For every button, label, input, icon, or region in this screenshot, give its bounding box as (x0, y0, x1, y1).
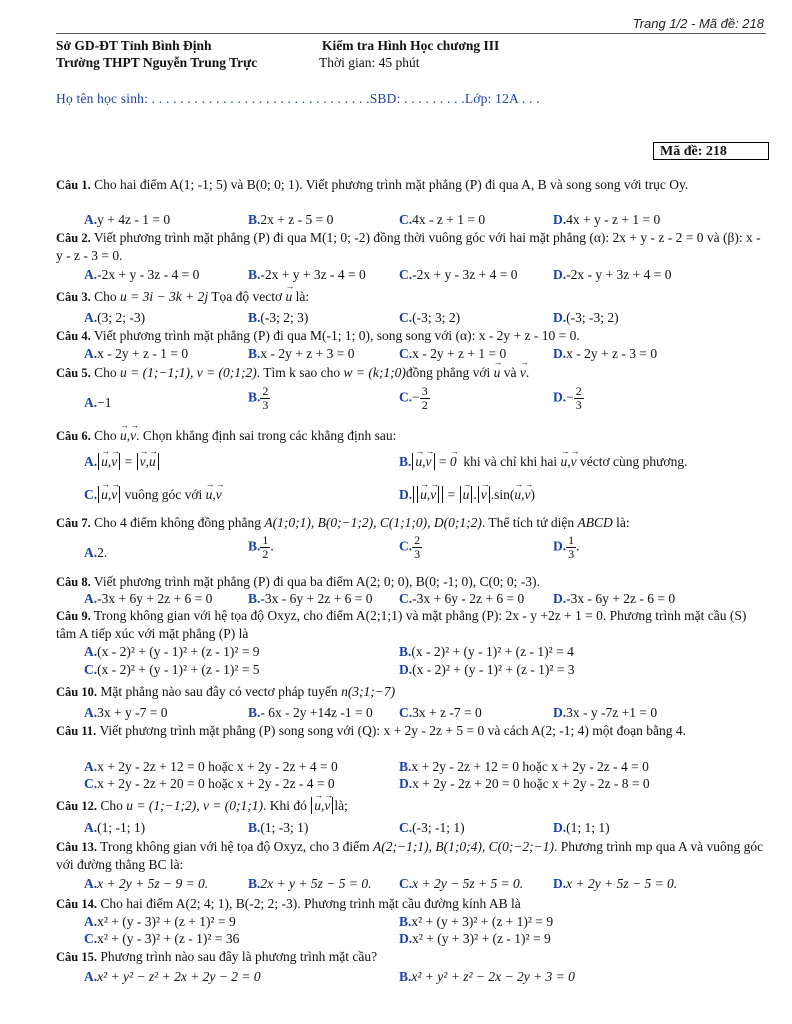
option-b[interactable] (248, 309, 308, 326)
option-letter: D. (399, 487, 413, 502)
option-letter: D. (553, 591, 567, 606)
option-c[interactable] (399, 590, 524, 607)
option-letter: A. (84, 591, 98, 606)
question-text: . Thể tích tứ diện (481, 515, 575, 530)
option-text: -2x - y + 3z + 4 = 0 (566, 267, 672, 282)
option-d[interactable] (553, 875, 677, 892)
question-label: Câu 12. (56, 799, 97, 813)
question-label: Câu 1. (56, 178, 91, 192)
option-b[interactable] (248, 590, 372, 607)
question-text: Cho (94, 428, 117, 443)
option-b[interactable] (248, 211, 333, 228)
option-a[interactable] (84, 544, 107, 561)
option-letter: C. (399, 389, 413, 405)
option-text: 3x - y -7z +1 = 0 (566, 705, 658, 720)
option-text: x + 2y - 2z + 12 = 0 hoặc x + 2y - 2z - 4 = 0 (411, 759, 649, 774)
option-letter: B. (248, 389, 261, 405)
option-c[interactable] (84, 661, 260, 678)
option-d[interactable] (553, 266, 671, 283)
option-d[interactable] (553, 819, 610, 836)
question-4 (56, 327, 768, 345)
question-text: Cho (100, 798, 123, 813)
option-letter: D. (399, 931, 413, 946)
option-letter: A. (84, 212, 98, 227)
question-text: Cho 4 điểm không đồng phẳng (94, 515, 261, 530)
option-b[interactable]: B.→ u,→ v = → 0 khi và chỉ khi hai → u,→ v véctơ cùng phương. (399, 453, 687, 470)
option-c[interactable] (399, 211, 485, 228)
option-text: (1; 1; 1) (566, 820, 610, 835)
option-b[interactable] (248, 704, 373, 721)
question-14 (56, 895, 768, 913)
option-c[interactable] (399, 819, 465, 836)
option-b[interactable] (399, 913, 553, 930)
question-text: Tọa độ vectơ (211, 289, 283, 304)
option-text: x² + y² − z² + 2x + 2y − 2 = 0 (97, 969, 261, 984)
question-text: Trong không gian với hệ tọa độ Oxyz, cho 3 điểm (100, 839, 370, 854)
question-text: Phương trình nào sau đây là phương trình mặt cầu? (100, 949, 378, 964)
option-letter: A. (84, 876, 98, 891)
option-letter: C. (399, 212, 413, 227)
option-d[interactable]: D. $\frac{1}{3}$ . (553, 533, 580, 561)
option-d[interactable] (399, 661, 575, 678)
option-c[interactable]: C.− $\frac{3}{2}$ (399, 384, 428, 412)
option-text: (3; 2; -3) (97, 310, 146, 325)
option-text: x + 2y + 5z − 5 = 0. (566, 876, 678, 891)
option-letter: A. (84, 820, 98, 835)
option-text: (x - 2)² + (y - 1)² + (z - 1)² = 4 (411, 644, 574, 659)
option-letter: B. (399, 759, 412, 774)
vector-formula: w = (k;1;0) (343, 365, 406, 380)
option-text: x² + (y + 3)² + (z - 1)² = 9 (412, 931, 551, 946)
option-b[interactable] (248, 875, 371, 892)
option-letter: B. (248, 876, 261, 891)
exam-code-box: Mã đề: 218 (653, 142, 769, 160)
option-letter: A. (84, 545, 98, 560)
option-a[interactable] (84, 266, 199, 283)
option-letter: D. (553, 310, 567, 325)
option-letter: B. (399, 644, 412, 659)
option-b[interactable]: B. $\frac{1}{2}$ . (248, 533, 274, 561)
option-letter: D. (553, 389, 567, 405)
option-text: 4x + y - z + 1 = 0 (566, 212, 661, 227)
option-text: -2x + y - 3z - 4 = 0 (97, 267, 200, 282)
option-b[interactable] (248, 385, 270, 412)
option-b[interactable] (248, 345, 354, 362)
question-text: và (503, 365, 517, 380)
question-label: Câu 14. (56, 897, 97, 911)
question-5: Câu 5. Cho u = (1;−1;1), v = (0;1;2). Tìm k sao cho w = (k;1;0)đồng phẳng với → u và → v. (56, 364, 768, 382)
question-11 (56, 722, 768, 740)
department: Sở GD-ĐT Tỉnh Bình Định (56, 38, 212, 53)
question-label: Câu 10. (56, 685, 97, 699)
option-text: -3x + 6y + 2z + 6 = 0 (97, 591, 213, 606)
option-text: x + 2y - 2z + 20 = 0 hoặc x + 2y - 2z - 4 = 0 (97, 776, 335, 791)
option-text: x + 2y − 5z + 5 = 0. (412, 876, 524, 891)
question-label: Câu 6. (56, 429, 91, 443)
option-c[interactable] (399, 875, 523, 892)
question-text: là; (334, 798, 348, 813)
question-text: Viết phương trình mặt phẳng (P) đi qua M(1; 0; -2) đồng thời vuông góc với hai mặt phẳng (α): 2x + y - z - 2 = 0 và (β): x - y - z - 3 = 0. (56, 230, 761, 263)
option-fraction: $\frac{2}{3}$ (575, 384, 582, 412)
option-letter: B. (248, 310, 261, 325)
option-c[interactable] (399, 534, 422, 561)
question-text: là: (616, 515, 630, 530)
option-a[interactable] (84, 819, 145, 836)
option-letter: C. (84, 487, 98, 502)
question-2 (56, 229, 768, 264)
option-letter: C. (399, 538, 413, 554)
option-a[interactable] (84, 704, 167, 721)
vector-u: → u (494, 364, 501, 381)
option-text: x - 2y + z + 1 = 0 (412, 346, 507, 361)
option-letter: B. (399, 969, 412, 984)
option-text: 2x + y + 5z − 5 = 0. (260, 876, 372, 891)
option-text: 3x + z -7 = 0 (412, 705, 482, 720)
exam-title: Kiểm tra Hình Học chương III (322, 38, 500, 53)
option-text: −1 (97, 395, 112, 410)
option-letter: C. (399, 267, 413, 282)
vector-formula: u = 3i − 3k + 2j (120, 289, 209, 304)
question-13 (56, 838, 768, 873)
option-text: - 6x - 2y +14z -1 = 0 (260, 705, 373, 720)
option-c[interactable] (84, 930, 239, 947)
option-letter: D. (399, 776, 413, 791)
option-d[interactable] (399, 930, 551, 947)
option-letter: B. (399, 454, 412, 469)
question-3 (56, 288, 768, 306)
option-text: (-3; -3; 2) (566, 310, 619, 325)
option-d[interactable] (553, 704, 657, 721)
question-7 (56, 514, 768, 532)
option-letter: C. (399, 346, 413, 361)
option-text: (x - 2)² + (y - 1)² + (z - 1)² = 3 (412, 662, 575, 677)
question-8 (56, 573, 768, 591)
option-letter: C. (84, 931, 98, 946)
question-1 (56, 176, 768, 194)
vector-v: → v (520, 364, 526, 381)
option-letter: C. (399, 876, 413, 891)
option-text: (1; -3; 1) (260, 820, 309, 835)
option-letter: D. (553, 820, 567, 835)
option-letter: A. (84, 454, 98, 469)
option-text: (x - 2)² + (y - 1)² + (z - 1)² = 9 (97, 644, 260, 659)
question-text: là: (295, 289, 310, 304)
option-letter: D. (553, 346, 567, 361)
option-fraction: $\frac{1}{2}$ (262, 533, 269, 561)
option-d[interactable]: D.− $\frac{2}{3}$ (553, 384, 582, 412)
option-letter: B. (248, 705, 261, 720)
option-letter: D. (553, 538, 567, 554)
question-text: Cho hai điểm A(2; 4; 1), B(-2; 2; -3). Phương trình mặt cầu đường kính AB là (100, 896, 521, 911)
option-letter: C. (84, 662, 98, 677)
option-letter: B. (248, 591, 261, 606)
option-b[interactable] (248, 819, 308, 836)
option-d[interactable] (553, 211, 660, 228)
option-text: 2x + z - 5 = 0 (260, 212, 334, 227)
option-letter: A. (84, 914, 98, 929)
option-text: x + 2y - 2z + 20 = 0 hoặc x + 2y - 2z - 8 = 0 (412, 776, 650, 791)
question-label: Câu 9. (56, 609, 91, 623)
question-text: Cho hai điểm A(1; -1; 5) và B(0; 0; 1). Viết phương trình mặt phẳng (P) đi qua A, B và song song với trục Oy. (94, 177, 689, 192)
option-letter: A. (84, 969, 98, 984)
option-a[interactable] (84, 643, 260, 660)
option-text: y + 4z - 1 = 0 (97, 212, 171, 227)
vector-u: → u (120, 427, 127, 444)
question-10 (56, 683, 768, 701)
option-d[interactable] (553, 590, 675, 607)
question-12: Câu 12. Cho u = (1;−1;2), v = (0;1;1). Khi đó → u,→ v là; (56, 797, 768, 815)
option-d[interactable] (399, 775, 650, 792)
option-a[interactable] (84, 758, 338, 775)
option-letter: A. (84, 395, 98, 410)
question-9 (56, 607, 768, 642)
vector-formula: u = (1;−1;1), v = (0;1;2) (120, 365, 257, 380)
option-letter: A. (84, 267, 98, 282)
option-text: -3x - 6y + 2z - 6 = 0 (566, 591, 676, 606)
option-a[interactable] (84, 211, 170, 228)
option-text: (-3; 2; 3) (260, 310, 309, 325)
question-text: Viết phương trình mặt phẳng (P) song song với (Q): x + 2y - 2z + 5 = 0 và cách A(2; -1; 4) một đoạn bằng 4. (99, 723, 686, 738)
option-letter: D. (553, 876, 567, 891)
option-a[interactable] (84, 394, 112, 411)
option-d[interactable]: D.→ u,→ v = → u .→ v .sin(→ u,→ v) (399, 486, 535, 503)
question-text: . Khi đó (263, 798, 307, 813)
question-text: Mặt phẳng nào sau đây có vectơ pháp tuyến (100, 684, 338, 699)
vector-formula: u = (1;−1;2), v = (0;1;1) (126, 798, 264, 813)
option-text: x - 2y + z - 3 = 0 (566, 346, 658, 361)
option-c[interactable] (399, 309, 460, 326)
vector-v: → v (130, 427, 136, 444)
question-label: Câu 5. (56, 366, 91, 380)
option-text: x² + y² + z² − 2x − 2y + 3 = 0 (411, 969, 575, 984)
question-label: Câu 13. (56, 840, 97, 854)
question-label: Câu 7. (56, 516, 91, 530)
option-letter: A. (84, 705, 98, 720)
option-text: (1; -1; 1) (97, 820, 146, 835)
option-fraction: $\frac{3}{2}$ (421, 384, 428, 412)
option-a[interactable] (84, 968, 261, 985)
option-letter: B. (399, 914, 412, 929)
option-letter: C. (399, 705, 413, 720)
option-text: -2x + y + 3z - 4 = 0 (260, 267, 366, 282)
option-text: x + 2y + 5z − 9 = 0. (97, 876, 209, 891)
option-fraction: $\frac{2}{3}$ (262, 384, 269, 412)
option-a[interactable] (84, 590, 212, 607)
question-label: Câu 2. (56, 231, 91, 245)
option-a[interactable] (84, 875, 208, 892)
question-text: . Tìm k sao cho (256, 365, 341, 380)
question-text: Cho (94, 365, 117, 380)
option-letter: C. (399, 820, 413, 835)
option-text: -2x + y - 3z + 4 = 0 (412, 267, 518, 282)
vector-u: → u (285, 288, 292, 305)
question-text: ABCD (577, 515, 613, 530)
exam-duration: Thời gian: 45 phút (319, 55, 420, 70)
question-text: Cho (94, 289, 117, 304)
question-label: Câu 3. (56, 290, 91, 304)
question-text: Viết phương trình mặt phẳng (P) đi qua ba điểm A(2; 0; 0), B(0; -1; 0), C(0; 0; -3). (93, 574, 540, 589)
option-text: 4x - z + 1 = 0 (412, 212, 486, 227)
option-b[interactable] (399, 758, 649, 775)
question-text: Trong không gian với hệ tọa độ Oxyz, cho điểm A(2;1;1) và mặt phẳng (P): 2x - y +2z + 1 = 0. Phương trình mặt cầu (S) tâm A tiếp xúc với mặt phẳng (P) là (56, 608, 747, 641)
option-letter: C. (399, 310, 413, 325)
student-info-line: Họ tên học sinh: . . . . . . . . . . . . . . . . . . . . . . . . . . . . . . .SBD: . . . . . . . . .Lớp: 12A . . . (56, 91, 540, 106)
option-b[interactable] (248, 266, 366, 283)
option-letter: D. (553, 212, 567, 227)
option-letter: B. (248, 212, 261, 227)
option-letter: B. (248, 346, 261, 361)
option-letter: B. (248, 538, 261, 554)
option-text: x - 2y + z - 1 = 0 (97, 346, 189, 361)
top-rule (56, 33, 766, 34)
option-text: (x - 2)² + (y - 1)² + (z - 1)² = 5 (97, 662, 260, 677)
option-a[interactable]: A.→ u,→ v = → v,→ u (84, 453, 160, 470)
option-d[interactable] (553, 309, 619, 326)
option-letter: A. (84, 759, 98, 774)
school-name: Trường THPT Nguyễn Trung Trực (56, 55, 258, 70)
question-label: Câu 11. (56, 724, 97, 738)
option-text: 3x + y -7 = 0 (97, 705, 168, 720)
option-c[interactable] (399, 266, 517, 283)
question-text: đồng phẳng với (405, 365, 491, 380)
question-label: Câu 8. (56, 575, 91, 589)
option-c[interactable]: C.→ u,→ v vuông góc với → u,→ v (84, 486, 222, 503)
option-letter: D. (553, 267, 567, 282)
option-text: -3x - 6y + 2z + 6 = 0 (260, 591, 373, 606)
option-b[interactable] (399, 968, 575, 985)
points-formula: A(2;−1;1), B(1;0;4), C(0;−2;−1) (373, 839, 555, 854)
option-fraction: $\frac{2}{3}$ (414, 533, 421, 561)
question-text: . Chọn khẳng định sai trong các khẳng định sau: (136, 428, 397, 443)
option-d[interactable] (553, 345, 657, 362)
option-text: x² + (y - 3)² + (z + 1)² = 9 (97, 914, 236, 929)
option-text: x + 2y - 2z + 12 = 0 hoặc x + 2y - 2z + 4 = 0 (97, 759, 338, 774)
question-label: Câu 15. (56, 950, 97, 964)
option-letter: C. (84, 776, 98, 791)
option-letter: B. (248, 820, 261, 835)
option-text: x - 2y + z + 3 = 0 (260, 346, 355, 361)
option-letter: A. (84, 346, 98, 361)
option-a[interactable] (84, 309, 145, 326)
question-6: Câu 6. Cho → u,→ v. Chọn khẳng định sai trong các khẳng định sau: (56, 427, 768, 445)
option-letter: A. (84, 644, 98, 659)
page-label: Trang 1/2 - Mã đề: 218 (632, 16, 764, 31)
option-a[interactable] (84, 345, 188, 362)
option-letter: D. (399, 662, 413, 677)
option-letter: A. (84, 310, 98, 325)
option-letter: B. (248, 267, 261, 282)
question-label: Câu 4. (56, 329, 91, 343)
option-text: (-3; -1; 1) (412, 820, 465, 835)
option-c[interactable] (399, 704, 482, 721)
option-letter: C. (399, 591, 413, 606)
option-c[interactable] (399, 345, 506, 362)
option-text: -3x + 6y - 2z + 6 = 0 (412, 591, 525, 606)
option-fraction: $\frac{1}{3}$ (568, 533, 575, 561)
option-text: 2. (97, 545, 108, 560)
question-text: Viết phương trình mặt phẳng (P) đi qua M(-1; 1; 0), song song với (α): x - 2y + z - 10 = 0. (93, 328, 580, 343)
normal-vector-formula: n(3;1;−7) (341, 684, 396, 699)
option-c[interactable] (84, 775, 335, 792)
option-text: x² + (y - 3)² + (z - 1)² = 36 (97, 931, 240, 946)
question-15 (56, 948, 768, 966)
option-text: (-3; 3; 2) (412, 310, 461, 325)
option-letter: D. (553, 705, 567, 720)
points-formula: A(1;0;1), B(0;−1;2), C(1;1;0), D(0;1;2) (264, 515, 482, 530)
option-b[interactable] (399, 643, 574, 660)
option-a[interactable] (84, 913, 236, 930)
question-text: . Phương trình mp qua A và vuông góc với đường thẳng BC là: (56, 839, 764, 872)
option-text: x² + (y + 3)² + (z + 1)² = 9 (411, 914, 554, 929)
